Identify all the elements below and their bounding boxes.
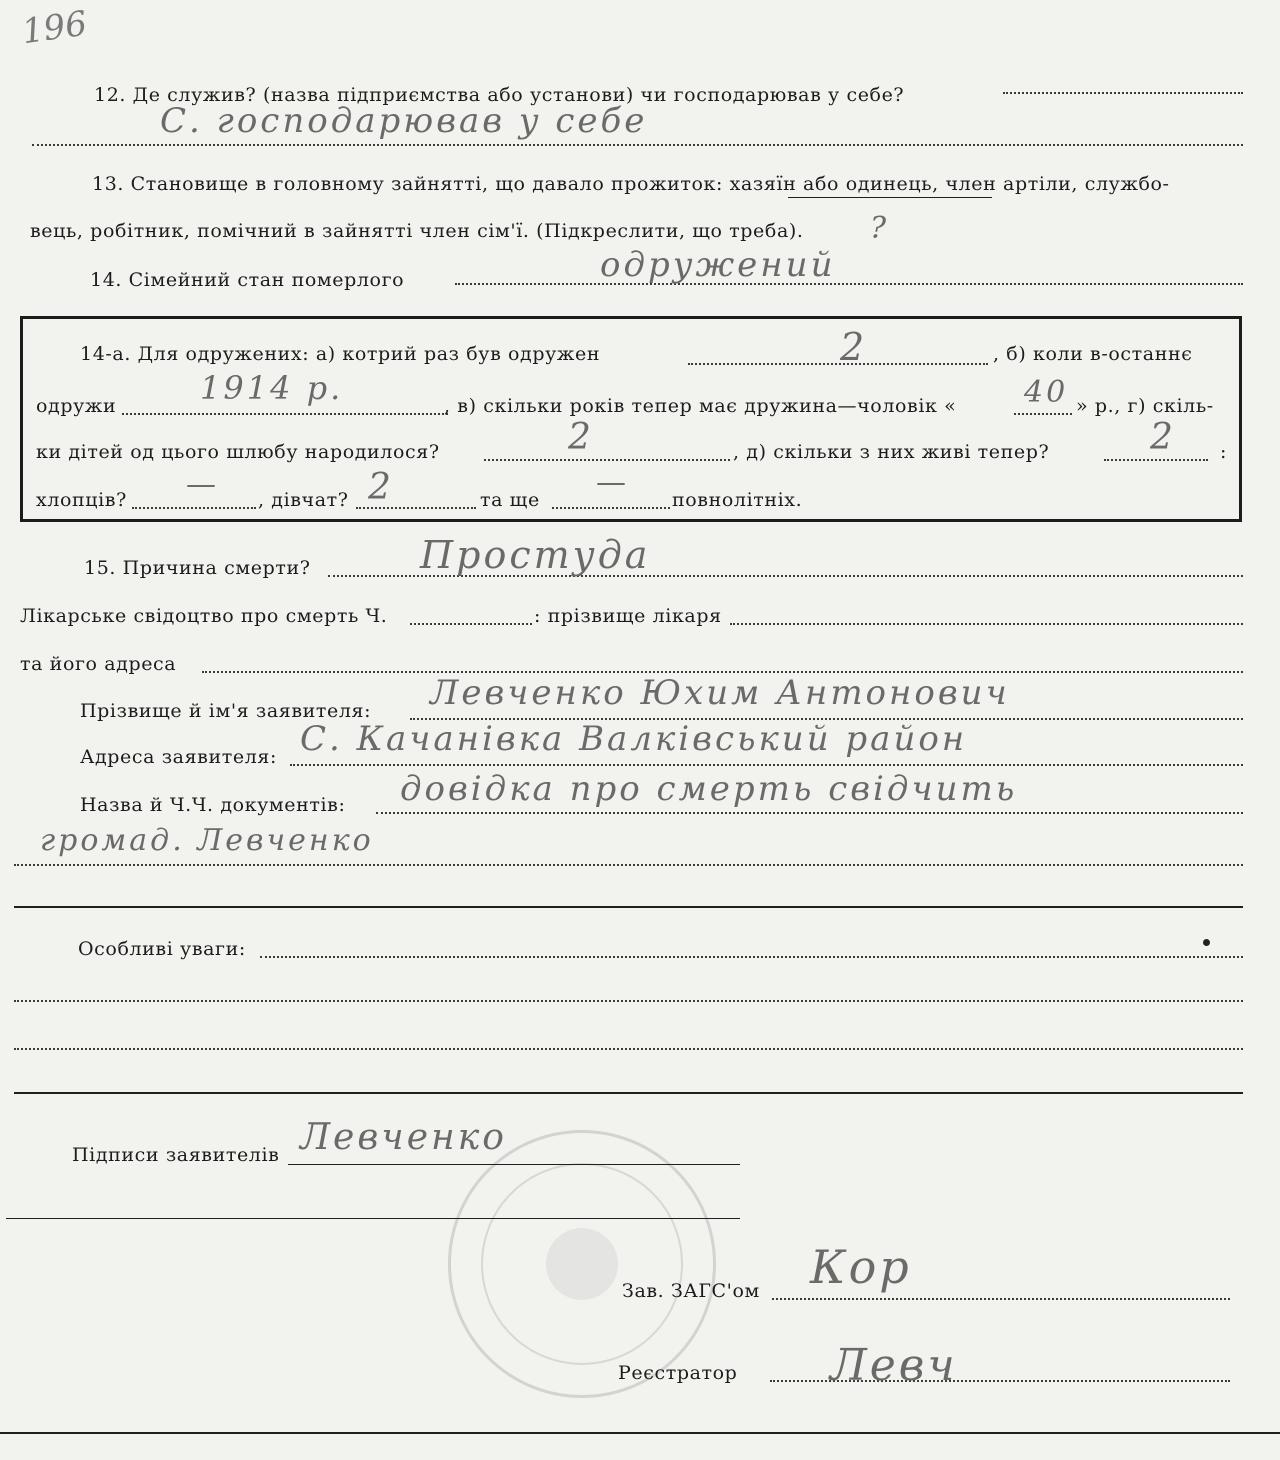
doctor-address-label: та його адреса [20,653,177,675]
girls-handwritten: 2 [368,467,394,508]
applicant-address-handwritten: С. Качанівка Валківський район [300,719,968,759]
q14a-b-handwritten: 1914 р. [200,369,344,407]
stamp-center [546,1228,618,1300]
documents-handwritten-2: громад. Левченко [40,823,374,858]
applicant-address-line [290,764,1243,766]
separator-2 [14,1092,1243,1094]
boys-handwritten: — [186,467,219,502]
minors-label: та ще [480,489,540,511]
official-stamp [448,1130,716,1398]
boys-label: хлопців? [36,489,127,511]
notes-line-2 [14,1000,1243,1002]
q14a-b-label: , б) коли в-останнє [993,343,1193,365]
certificate-label: Лікарське свідоцтво про смерть Ч. [20,605,388,627]
minors-handwritten: — [596,465,629,500]
certificate-number-line [410,623,532,625]
q14-label: 14. Сімейний стан померлого [90,269,405,291]
head-of-registry-signature: Кор [810,1240,912,1294]
head-of-registry-line [772,1298,1230,1300]
corner-page-note: 196 [19,3,90,53]
q14a-c-suffix: » р., г) скіль- [1076,395,1214,417]
q14a-a-handwritten: 2 [840,325,868,369]
applicant-name-label: Прізвище й ім'я заявителя: [80,700,372,722]
registrar-signature: Левч [830,1340,958,1391]
q14-handwritten-answer: одружений [600,245,836,285]
ink-dot [1203,939,1210,946]
q14a-g-label: ки дітей од цього шлюбу народилося? [36,441,440,463]
q15-label: 15. Причина смерти? [84,557,311,579]
q14a-g-line [484,459,730,461]
separator-1 [14,906,1243,908]
q14a-c-line [1014,413,1072,415]
q13-line-1: 13. Становище в головному зайнятті, що давало прожиток: хазяїн або одинець, член артіли, службо- [92,173,1170,195]
bottom-rule [0,1432,1280,1434]
q15-handwritten-answer: Простуда [420,533,651,577]
q14a-d-line [1104,459,1208,461]
q14a-d-colon: : [1220,441,1228,463]
documents-label: Назва й Ч.Ч. документів: [80,794,346,816]
q14-answer-line [455,283,1243,285]
q12-label: 12. Де служив? (назва підприємства або установи) чи господарював у себе? [94,84,905,106]
signatures-line-2 [6,1218,740,1219]
q13-handwritten-mark: ? [870,211,890,246]
q14a-b-prefix: одружи [36,395,117,417]
girls-label: , дівчат? [258,489,349,511]
documents-handwritten-1: довідка про смерть свідчить [400,769,1018,809]
notes-label: Особливі уваги: [78,938,246,960]
q14a-c-handwritten: 40 [1024,375,1069,410]
q12-line-end [1003,92,1243,94]
minors-suffix: повнолітніх. [672,489,803,511]
q12-handwritten-answer: С. господарював у себе [160,101,648,141]
doctor-label: : прізвище лікаря [534,605,722,627]
boys-line [132,507,256,509]
q14a-g-handwritten: 2 [568,417,594,458]
q14a-b-line [122,413,448,415]
minors-line [552,507,670,509]
registrar-label: Реєстратор [618,1362,738,1384]
applicant-address-label: Адреса заявителя: [80,746,277,768]
documents-line-1 [376,812,1243,814]
q14a-label: 14-а. Для одружених: а) котрий раз був одружен [80,343,601,365]
q12-answer-line [32,144,1243,146]
signatures-label: Підписи заявителів [72,1144,280,1166]
applicant-name-handwritten: Левченко Юхим Антонович [430,673,1010,713]
doctor-name-line [730,623,1243,625]
q14a-a-line [688,363,988,365]
head-of-registry-label: Зав. ЗАГС'ом [622,1280,760,1302]
q13-underline-choice [788,197,992,198]
q14a-d-label: , д) скільки з них живі тепер? [733,441,1050,463]
signatures-line [288,1164,740,1165]
q13-line-2: вець, робітник, помічний в зайнятті член сім'ї. (Підкреслити, що треба). [30,220,804,242]
q14a-d-handwritten: 2 [1150,417,1176,458]
notes-line-3 [14,1048,1243,1050]
notes-line-1 [260,956,1243,958]
signatures-handwritten: Левченко [300,1117,507,1158]
q14a-c-label: , в) скільки років тепер має дружина—чоловік « [444,395,957,417]
documents-line-2 [14,864,1243,866]
